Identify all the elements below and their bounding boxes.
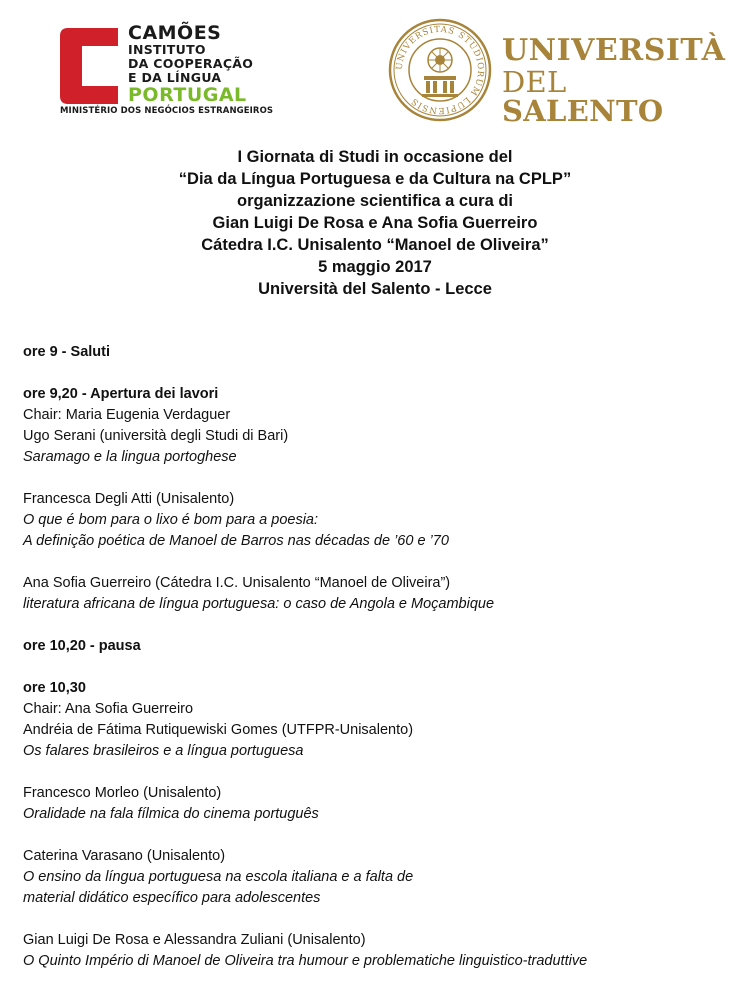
schedule-saluti: ore 9 - Saluti <box>23 344 111 360</box>
unisalento-line-1: UNIVERSITÀ <box>502 33 726 68</box>
unisalento-wordmark <box>502 33 726 128</box>
talk-speaker: Francesco Morleo (Unisalento) <box>23 785 222 801</box>
talk-speaker: Andréia de Fátima Rutiquewiski Gomes (UTFPR-Unisalento) <box>23 722 414 738</box>
camoes-ministry: MINISTÉRIO DOS NEGÓCIOS ESTRANGEIROS <box>60 106 274 116</box>
talk-speaker: Ana Sofia Guerreiro (Cátedra I.C. Unisalento “Manoel de Oliveira”) <box>23 575 451 591</box>
event-heading <box>0 146 750 300</box>
svg-text:UNIVERSITAS STUDIORUM LUPIENSI: UNIVERSITAS STUDIORUM LUPIENSIS <box>394 24 486 116</box>
talk-title: O ensino da língua portuguesa na escola italiana e a falta de <box>23 869 414 885</box>
heading-line: organizzazione scientifica a cura di <box>237 192 513 210</box>
unisalento-line-2-prefix: DEL <box>502 65 567 99</box>
session-chair: Chair: Ana Sofia Guerreiro <box>23 701 194 717</box>
university-seal-icon <box>388 18 492 122</box>
camoes-country: PORTUGAL <box>128 84 247 106</box>
camoes-logo <box>60 22 274 124</box>
session-chair: Chair: Maria Eugenia Verdaguer <box>23 407 231 423</box>
talk-title: A definição poética de Manoel de Barros nas décadas de ’60 e ’70 <box>23 533 449 549</box>
schedule-apertura: ore 9,20 - Apertura dei lavori <box>23 386 219 402</box>
schedule-session-2: ore 10,30 <box>23 680 86 696</box>
camoes-c-mark-icon <box>60 28 122 104</box>
talk-title: O Quinto Império di Manoel de Oliveira tra humour e problematiche linguistico-traduttive <box>23 953 588 969</box>
talk-speaker: Francesca Degli Atti (Unisalento) <box>23 491 235 507</box>
camoes-wordmark <box>128 24 253 105</box>
schedule-pausa: ore 10,20 - pausa <box>23 638 141 654</box>
unisalento-line-2-bold: SALENTO <box>502 94 664 128</box>
camoes-line-2: DA COOPERAÇÃO <box>128 56 254 71</box>
header-logos <box>0 0 750 130</box>
program-list <box>23 342 733 972</box>
camoes-line-3: E DA LÍNGUA <box>128 70 222 85</box>
heading-line: Università del Salento - Lecce <box>258 280 492 298</box>
unisalento-logo <box>388 18 726 128</box>
talk-speaker: Caterina Varasano (Unisalento) <box>23 848 226 864</box>
heading-line: I Giornata di Studi in occasione del <box>237 148 513 166</box>
talk-title: material didático específico para adolescentes <box>23 890 321 906</box>
talk-speaker: Ugo Serani (università degli Studi di Bari) <box>23 428 289 444</box>
heading-line: 5 maggio 2017 <box>318 258 432 276</box>
heading-line: Gian Luigi De Rosa e Ana Sofia Guerreiro <box>212 214 538 232</box>
talk-title: Oralidade na fala fílmica do cinema português <box>23 806 319 822</box>
heading-line: “Dia da Língua Portuguesa e da Cultura na CPLP” <box>178 170 572 188</box>
heading-line: Cátedra I.C. Unisalento “Manoel de Oliveira” <box>201 236 549 254</box>
talk-title: Saramago e la lingua portoghese <box>23 449 237 465</box>
talk-speaker: Gian Luigi De Rosa e Alessandra Zuliani (Unisalento) <box>23 932 366 948</box>
unisalento-line-2 <box>502 65 725 128</box>
camoes-name: CAMÕES <box>128 22 222 44</box>
talk-title: O que é bom para o lixo é bom para a poesia: <box>23 512 319 528</box>
talk-title: Os falares brasileiros e a língua portuguesa <box>23 743 304 759</box>
talk-title: literatura africana de língua portuguesa: o caso de Angola e Moçambique <box>23 596 495 612</box>
camoes-line-1: INSTITUTO <box>128 42 206 57</box>
